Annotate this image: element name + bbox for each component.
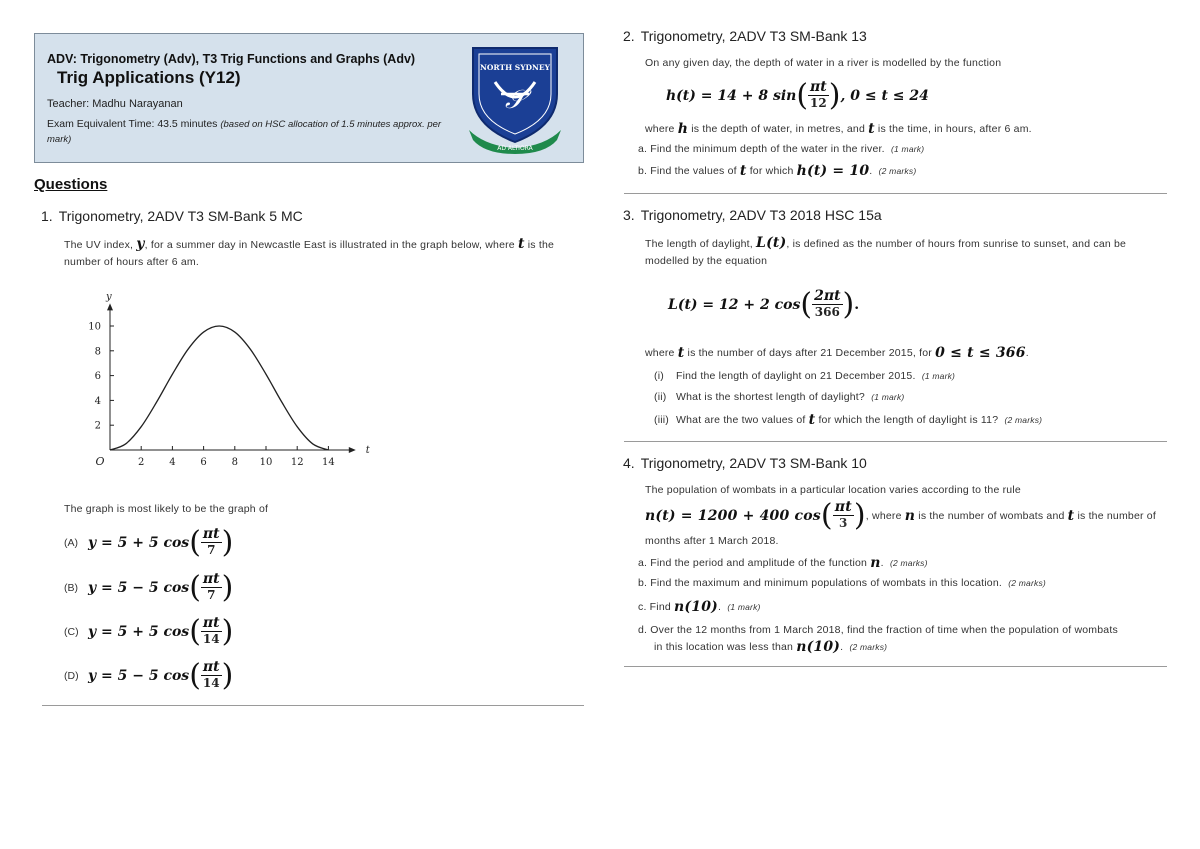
origin-label: O (95, 455, 105, 468)
q3-iii-var: t (808, 412, 816, 428)
q3-iii-label: (iii) (654, 414, 669, 426)
uv-index-graph (80, 285, 380, 480)
q4-var-t: t (1067, 507, 1075, 524)
q2-text: On any given day, the depth of water in a river is modelled by the function (645, 57, 1002, 69)
q2-paren-close: ) (828, 78, 841, 113)
worksheet-header (34, 33, 584, 163)
option-paren-close: ) (221, 658, 234, 693)
q4-d-eq: n(10) (796, 639, 841, 655)
q3-ii-label: (ii) (654, 391, 667, 403)
q2-title (623, 28, 867, 44)
x-tick-label: 6 (200, 457, 207, 468)
q1-option (64, 614, 233, 649)
exam-time-value: 43.5 minutes (157, 118, 218, 130)
q1-text-b: , for a summer day in Newcastle East is illustrated in the graph below, where (144, 239, 515, 251)
exam-time-note: (based on HSC allocation of 1.5 minutes approx. per mark) (47, 119, 442, 145)
q4-d-text-b: in this location was less than (654, 641, 794, 653)
q3-where-a: where (645, 347, 675, 359)
q3-var-L: L(t) (756, 235, 787, 251)
y-tick-label: 6 (94, 371, 101, 383)
q1-title (41, 208, 303, 224)
q1-var-t: t (517, 236, 525, 252)
q3-ii-mark: (1 mark) (871, 392, 905, 402)
q4-where-c: is the number of (1077, 509, 1156, 522)
q3-equation (668, 287, 859, 322)
teacher-label: Teacher: (47, 98, 90, 110)
q1-prompt: The graph is most likely to be the graph of (64, 503, 269, 515)
option-paren-open: ( (189, 570, 201, 605)
option-den: 7 (207, 543, 216, 557)
q4-where-b: is the number of wombats and (918, 509, 1065, 522)
q4-c-mark: (1 mark) (727, 602, 761, 612)
svg-text:𝒮: 𝒮 (504, 85, 526, 115)
q2-equation (666, 78, 929, 113)
q3-domain: 0 ≤ t ≤ 366 (935, 345, 1026, 361)
exam-time-line (47, 117, 467, 147)
exam-time-label: Exam Equivalent Time: (47, 118, 155, 130)
y-tick-label: 2 (94, 420, 101, 432)
q3-where: where t is the number of days after 21 December 2015, for 0 ≤ t ≤ 366 . (645, 345, 1029, 361)
option-fraction (201, 527, 222, 558)
q4-title (623, 455, 867, 471)
y-tick-label: 8 (94, 346, 101, 358)
q3-where-b: is the number of days after 21 December 2015, for (687, 347, 932, 359)
q4-part-d-line2: in this location was less than n(10) . (2 marks) (654, 639, 888, 655)
q3-title (623, 207, 882, 223)
q3-divider (624, 441, 1167, 442)
q1-text-a: The UV index, (64, 239, 134, 251)
q4-a-text: a. Find the period and amplitude of the function (638, 557, 868, 569)
q3-i-label: (i) (654, 370, 664, 382)
q4-part-a: a. Find the period and amplitude of the function n . (2 marks) (638, 555, 928, 571)
q3-text-a: The length of daylight, (645, 238, 753, 250)
q2-number: 2. (623, 28, 635, 44)
q1-var-y: y (136, 236, 145, 252)
worksheet-title: Trig Applications (Y12) (57, 68, 241, 87)
q4-paren-open: ( (820, 498, 833, 533)
option-fraction (201, 616, 222, 647)
option-lhs: y = 5 + 5 cos (88, 534, 190, 551)
q2-where-c: is the time, in hours, after 6 am. (877, 123, 1032, 135)
q2-where-a: where (645, 123, 675, 135)
q2-divider (624, 193, 1167, 194)
y-axis-arrow (107, 303, 113, 310)
q4-part-d-line1 (638, 624, 1118, 636)
option-paren-open: ( (189, 658, 201, 693)
q2-where (645, 121, 1032, 137)
option-paren-open: ( (189, 614, 201, 649)
q1-option (64, 570, 233, 605)
q4-var-n: n (904, 507, 916, 524)
y-axis-label: y (106, 291, 112, 303)
y-tick-label: 10 (88, 321, 101, 333)
q3-part-i (654, 370, 955, 382)
x-axis-arrow (349, 447, 356, 453)
q2-b-mark: (2 marks) (878, 166, 917, 176)
q2-b-var: t (739, 163, 747, 179)
option-paren-close: ) (221, 570, 234, 605)
svg-text:AD ALTIORA: AD ALTIORA (497, 145, 533, 152)
x-tick-label: 10 (259, 457, 273, 468)
q3-var-t: t (677, 345, 685, 361)
q2-paren-open: ( (796, 78, 809, 113)
q4-eq-num: πt (834, 499, 852, 515)
q1-divider (42, 705, 584, 706)
option-paren-close: ) (221, 614, 234, 649)
q3-eq-lhs: L(t) = 12 + 2 cos (668, 296, 801, 313)
q4-part-b (638, 577, 1046, 589)
q2-where-b: is the depth of water, in metres, and (691, 123, 865, 135)
school-crest-logo (465, 42, 565, 154)
q4-a-var: n (870, 555, 881, 571)
option-num: πt (202, 526, 220, 542)
q1-text (64, 236, 584, 271)
q4-d-mark: (2 marks) (849, 642, 888, 652)
questions-heading: Questions (34, 176, 108, 193)
option-label: (A) (64, 536, 78, 549)
q2-eq-domain: , 0 ≤ t ≤ 24 (840, 87, 929, 104)
q4-number: 4. (623, 455, 635, 471)
q2-part-b: b. Find the values of t for which h(t) = 10 . (2 marks) (638, 163, 917, 179)
q4-eq-fraction (833, 500, 854, 531)
option-fraction (201, 572, 222, 603)
q3-i-text: Find the length of daylight on 21 December 2015. (676, 370, 916, 382)
option-lhs: y = 5 + 5 cos (88, 623, 190, 640)
x-tick-label: 12 (290, 457, 304, 468)
q3-part-ii (654, 391, 904, 403)
q4-a-mark: (2 marks) (889, 558, 928, 568)
option-lhs: y = 5 − 5 cos (88, 579, 190, 596)
q3-text (645, 235, 1165, 270)
option-fraction (201, 660, 222, 691)
y-tick-label: 4 (94, 395, 101, 407)
q3-eq-fraction (812, 289, 842, 320)
option-den: 14 (202, 676, 220, 690)
q1-text-d: number of hours after 6 am. (64, 256, 199, 268)
teacher-line (47, 98, 183, 110)
option-num: πt (202, 615, 220, 631)
q2-var-t: t (868, 121, 875, 137)
uv-curve (110, 326, 328, 450)
q1-title-text: Trigonometry, 2ADV T3 SM-Bank 5 MC (58, 208, 303, 224)
q1-number: 1. (41, 208, 53, 224)
option-label: (C) (64, 625, 79, 638)
q2-eq-den: 12 (810, 96, 827, 110)
q1-option (64, 658, 233, 693)
q3-eq-num: 2πt (814, 288, 841, 304)
q3-eq-period: . (854, 296, 860, 313)
q3-paren-close: ) (842, 287, 855, 322)
q4-b-mark: (2 marks) (1008, 578, 1046, 588)
x-tick-label: 14 (322, 457, 335, 468)
q2-part-a (638, 143, 924, 155)
q3-iii-mark: (2 marks) (1004, 415, 1043, 425)
q4-where-d: months after 1 March 2018. (645, 535, 779, 547)
q2-var-h: h (677, 121, 689, 137)
option-paren-close: ) (221, 525, 234, 560)
q4-where-a: , where (865, 509, 902, 522)
q2-a-mark: (1 mark) (891, 144, 925, 154)
option-paren-open: ( (189, 525, 201, 560)
q3-i-mark: (1 mark) (921, 371, 956, 381)
x-tick-label: 8 (231, 457, 238, 468)
option-num: πt (202, 659, 220, 675)
q3-iii-text-b: for which the length of daylight is 11? (818, 414, 999, 426)
q3-eq-den: 366 (814, 305, 840, 319)
q4-d-text-a: d. Over the 12 months from 1 March 2018, find the fraction of time when the population of wombats (638, 624, 1118, 636)
q2-a-text: a. Find the minimum depth of the water in the river. (638, 143, 885, 155)
q2-eq-lhs: h(t) = 14 + 8 sin (666, 87, 797, 104)
option-num: πt (202, 571, 220, 587)
q1-option (64, 525, 233, 560)
q3-text-b: , is defined as the number of hours from sunrise to sunset, and can be (786, 238, 1127, 250)
svg-text:NORTH SYDNEY: NORTH SYDNEY (480, 63, 550, 72)
x-axis-label: t (365, 445, 370, 456)
q4-divider (624, 666, 1167, 667)
q2-b-eq: h(t) = 10 (796, 163, 870, 179)
q3-iii-text-a: What are the two values of (676, 414, 806, 426)
option-label: (B) (64, 581, 78, 594)
q3-number: 3. (623, 207, 635, 223)
q4-c-text: c. Find (638, 601, 671, 613)
q3-paren-open: ( (800, 287, 813, 322)
q2-b-text: b. Find the values of (638, 165, 737, 177)
q1-text-c: is the (527, 239, 555, 251)
q4-text: The population of wombats in a particular location varies according to the rule (645, 484, 1021, 496)
option-lhs: y = 5 − 5 cos (88, 667, 190, 684)
q2-b-text2: for which (749, 165, 794, 177)
q4-paren-close: ) (853, 498, 866, 533)
teacher-name: Madhu Narayanan (92, 98, 183, 110)
x-tick-label: 2 (138, 457, 145, 468)
header-subtitle: ADV: Trigonometry (Adv), T3 Trig Functions and Graphs (Adv) (47, 52, 416, 66)
x-tick-label: 4 (169, 457, 176, 468)
q2-eq-fraction (808, 80, 829, 111)
q3-text-c: modelled by the equation (645, 255, 768, 267)
q4-eq-den: 3 (839, 516, 848, 530)
q4-equation-line (645, 498, 1156, 533)
option-den: 7 (207, 588, 216, 602)
q3-title-text: Trigonometry, 2ADV T3 2018 HSC 15a (640, 207, 882, 223)
option-den: 14 (202, 632, 220, 646)
q2-eq-num: πt (810, 79, 827, 95)
q4-eq-lhs: n(t) = 1200 + 400 cos (645, 507, 821, 524)
q4-part-c: c. Find n(10) . (1 mark) (638, 599, 761, 615)
q3-ii-text: What is the shortest length of daylight? (676, 391, 865, 403)
q4-b-text: b. Find the maximum and minimum populations of wombats in this location. (638, 577, 1002, 589)
q4-title-text: Trigonometry, 2ADV T3 SM-Bank 10 (640, 455, 867, 471)
q2-title-text: Trigonometry, 2ADV T3 SM-Bank 13 (640, 28, 867, 44)
q4-c-eq: n(10) (674, 599, 718, 615)
q3-part-iii (654, 412, 1042, 428)
option-label: (D) (64, 669, 79, 682)
